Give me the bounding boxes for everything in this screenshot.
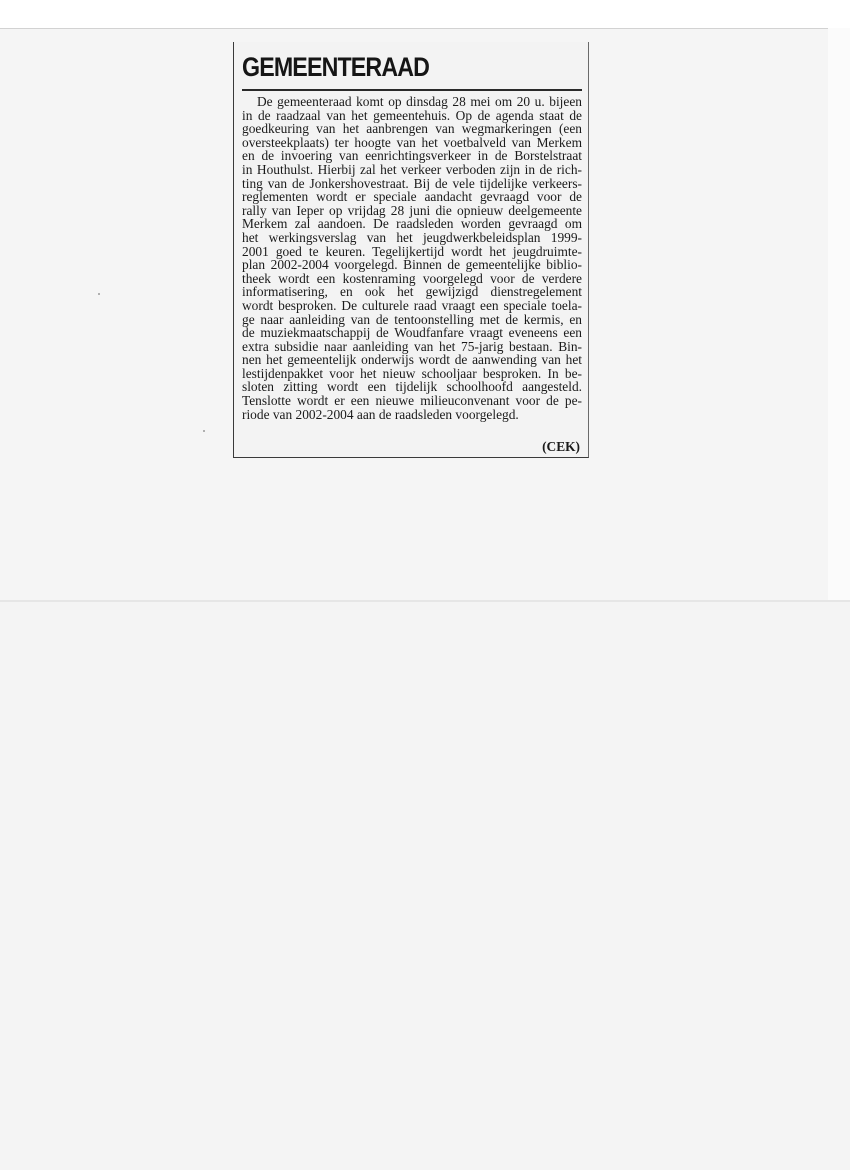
article-line: goedkeuring van het aanbrengen van wegmarkeringen (een	[242, 121, 582, 137]
article-byline: (CEK)	[542, 439, 580, 454]
article-line: ting van de Jonkershovestraat. Bij de vele tijdelijke verkeers-	[242, 175, 582, 191]
scan-fold-edge	[0, 600, 850, 602]
article-line: plan 2002-2004 voorgelegd. Binnen de gemeentelijke biblio-	[242, 257, 582, 273]
newspaper-clipping	[233, 42, 589, 458]
scan-speck	[98, 293, 100, 295]
article-line: wordt besproken. De culturele raad vraagt een speciale toela-	[242, 297, 582, 313]
article-line: extra subsidie naar aanleiding van het 75-jarig bestaan. Bin-	[242, 338, 582, 354]
article-line: oversteekplaats) ter hoogte van het voetbalveld van Merkem	[242, 134, 582, 150]
headline-rule	[242, 89, 582, 91]
article-line: nen het gemeentelijk onderwijs wordt de aanwending van het	[242, 352, 582, 368]
article-line: riode van 2002-2004 aan de raadsleden voorgelegd.	[242, 406, 519, 422]
article-headline: GEMEENTERAAD	[242, 52, 430, 82]
article-line: Merkem zal aandoen. De raadsleden worden gevraagd om	[242, 216, 582, 232]
article-line: theek wordt een kostenraming voorgelegd voor de verdere	[242, 270, 582, 286]
scan-right-edge	[828, 28, 850, 603]
article-line: rally van Ieper op vrijdag 28 juni die opnieuw deelgemeente	[242, 202, 582, 218]
article-line: in Houthulst. Hierbij zal het verkeer verboden zijn in de rich-	[242, 161, 582, 177]
article-body	[242, 95, 582, 421]
article-line: het werkingsverslag van het jeugdwerkbeleidsplan 1999-	[242, 229, 582, 245]
article-line: lestijdenpakket voor het nieuw schooljaar besproken. In be-	[242, 365, 582, 381]
scan-speck	[203, 430, 205, 432]
article-line: 2001 goed te keuren. Tegelijkertijd wordt het jeugdruimte-	[242, 243, 582, 259]
article-line: reglementen wordt er speciale aandacht gevraagd voor de	[242, 189, 582, 205]
scanned-page-lower	[0, 600, 850, 1170]
article-line: en de invoering van eenrichtingsverkeer in de Borstelstraat	[242, 148, 582, 164]
article-line: informatisering, en ook het gewijzigd dienstregelement	[242, 284, 582, 300]
article-line: De gemeenteraad komt op dinsdag 28 mei om 20 u. bijeen	[257, 94, 582, 109]
article-line: sloten zitting wordt een tijdelijk schoolhoofd aangesteld.	[242, 379, 582, 395]
article-line: Tenslotte wordt er een nieuwe milieuconvenant voor de pe-	[242, 393, 582, 409]
article-line: de muziekmaatschappij de Woudfanfare vraagt eveneens een	[242, 325, 582, 341]
article-line: ge naar aanleiding van de tentoonstelling met de kermis, en	[242, 311, 582, 327]
scan-top-margin	[0, 0, 850, 30]
article-line: in de raadzaal van het gemeentehuis. Op de agenda staat de	[242, 107, 582, 123]
